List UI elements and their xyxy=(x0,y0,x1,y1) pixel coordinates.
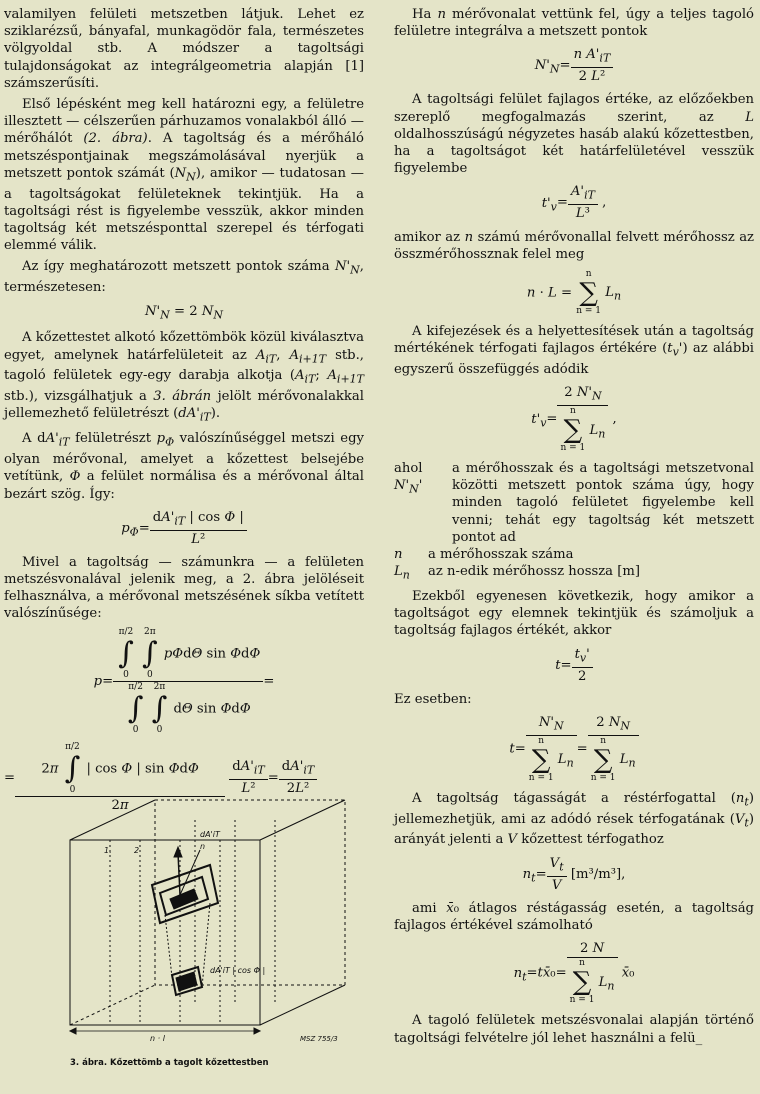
paragraph: Ez esetben: xyxy=(394,691,472,707)
figure-front-face xyxy=(70,840,260,1025)
paragraph: Ha n mérővonalat vettünk fel, úgy a teljes tagoló felületre integrálva a metszett pontok xyxy=(394,7,754,40)
paragraph: ami x̄₀ átlagos réstágasság esetén, a tagoltság fajlagos értékével számolható xyxy=(394,900,754,933)
equation-nt: $n_t=$ $\frac{V_t}{V}$ [m³/m³], xyxy=(522,855,626,893)
paragraph: Ezekből egyenesen következik, hogy amikor a tagoltságot egy elemnek tekintjük és számoljuk a tagoltság fajlagos értékét, akkor xyxy=(394,589,754,639)
equation-nt-sum: $n_t=tx̄_0=$ 2 N n ∑ n = 1 $L_n$ x̄₀ xyxy=(513,941,635,1006)
equation-p-result: = 2π π/2 ∫ 0 | cos Φ | sin ΦdΦ 2π $\frac{dA'_{iT}}{\text{L²}}$ = $\frac{dA'_{iT}}{\text{2L²}}$ xyxy=(4,742,364,814)
figure-label-dA-cos: dA'iT | cos Φ | xyxy=(210,966,266,975)
equation-1: $N'_N = 2$ $N_N$ xyxy=(145,303,223,322)
figure-label-2: 2 xyxy=(134,846,140,855)
equation-p-integral: p= π/2 ∫ 0 2π ∫ 0 pΦdΘ sin ΦdΦ π/2 ∫ 0 2π ∫ 0 dΘ sin ΦdΦ = xyxy=(93,626,275,735)
paragraph: A kőzettestet alkotó kőzettömbök közül kiválasztva egyet, amelynek határfelületeit az $A_{iT}$, $A_{i+1T}$ stb., tagoló felületek egy-egy darabja alkotja ($A_{iT}$; $A_{i+1T}$ stb.), vizsgálhatjuk a 3. ábrán jelölt mérővonalakkal jellemezhető felületrészt $(dA'_{iT})$. xyxy=(4,330,365,425)
equation-t-sum: t= $N'_N$ n ∑ n = 1 $L_n$ = 2 $N_N$ n ∑ n = 1 $L_n$ xyxy=(394,714,754,784)
equation-NN: $N'_N=$ $\frac{n A'_{iT}}{\text{2 L²}}$ xyxy=(394,46,754,85)
paragraph: Az így meghatározott metszett pontok száma $N'_N$, természetesen: xyxy=(4,259,364,296)
paragraph: amikor az n számú mérővonallal felvett mérőhossz az összmérőhossznak felel meg xyxy=(394,229,755,262)
right-column xyxy=(394,6,754,1051)
left-column xyxy=(4,6,364,820)
figure-caption: 3. ábra. Kőzettömb a tagolt kőzettestben xyxy=(70,1058,269,1068)
definition-item: $L_n$ az n-edik mérőhossz hossza [m] xyxy=(394,564,641,582)
definitions-list xyxy=(394,460,754,584)
paragraph: A $dA'_{iT}$ felületrészt $p_\Phi$ valószínűséggel metszi egy olyan mérővonal, amelyet a kőzettest belsejébe vetítünk, Φ a felület normálisa és a mérővonal által bezárt szög. Így: xyxy=(4,431,364,502)
definition-item: ahol $N'_N'$ a mérőhosszak és a tagoltsági metszetvonal közötti metszett pontok száma úgy, hogy minden tagoló felületet figyelembe kell venni; tehát egy tagoltság két metszett pontot ad xyxy=(394,461,754,545)
figure-label-n: n xyxy=(200,842,206,851)
paragraph: Mivel a tagoltság — számunkra — a felületen metszésvonalával jelenik meg, a 2. ábra jelöléseit felhasználva, a mérővonal metszésének síkba vetített valószínűsége: xyxy=(4,554,364,622)
figure-label-nl: n · l xyxy=(150,1034,165,1043)
equation-tv-sum: $t'_v=$ 2 $N'_N$ n ∑ n = 1 $L_n$ , xyxy=(531,385,617,454)
figure-label-1: 1. xyxy=(104,846,112,855)
definition-item: n a mérőhosszak száma xyxy=(394,547,574,563)
paragraph: Első lépésként meg kell határozni egy, a felületre illesztett — célszerűen párhuzamos vonalakból álló — mérőhálót (2. ábra). A tagoltság és a mérőháló metszéspontjainak megszámolásával nyerjük a metszett pontok számát $(N_N)$, amikor — tudatosan — a tagoltságokat felületeknek tekintjük. Ha a tagoltsági rést is figyelembe vesszük, akkor minden tagoltság két metszésponttal szerepel és térfogati elemmé válik. xyxy=(4,97,364,254)
paragraph: valamilyen felületi metszetben látjuk. Lehet ez sziklarézsű, bányafal, munkagödör fala, természetes völgyoldal stb. A módszer a tagoltsági tulajdonságokat az integrálgeometria alapján [1] számszerűsíti. xyxy=(4,7,364,91)
equation-p-phi: $p_\Phi=$ $\frac{dA'_{iT} | \cos \Phi |}{\text{L²}}$ xyxy=(4,509,364,548)
paragraph: A tagoltság tágasságát a réstérfogattal $(n_t)$ jellemezhetjük, ami az adódó rések térfogatának $(V_t)$ arányát jelenti a V kőzettest térfogathoz xyxy=(394,790,754,848)
rock-block-figure xyxy=(60,795,350,1045)
paragraph: A tagoltsági felület fajlagos értéke, az előzőekben szereplő megfogalmazás szerint, az L oldalhosszúságú négyzetes hasáb alakú kőzettestben, ha a tagoltságot két határfelületével vesszük figyelembe xyxy=(394,92,754,177)
equation-tv: $t'_v=$ $\frac{A'_{iT}}{\text{L³}}$ , xyxy=(541,184,607,222)
equation-nL: n · L = n ∑ n = 1 $L_n$ xyxy=(526,268,622,316)
paragraph: A kifejezések és a helyettesítések után a tagoltság mértékének térfogati fajlagos értékére $(t_v')$ az alábbi egyszerű összefüggés adódik xyxy=(394,323,754,377)
equation-t: t= $\frac{t_v'}{2}$ xyxy=(394,646,754,685)
figure-back-face xyxy=(155,800,345,985)
figure-label-dA: dA'iT xyxy=(200,830,220,839)
figure-label-code: MSZ 755/3 xyxy=(300,1035,338,1043)
paragraph: A tagoló felületek metszésvonalai alapján történő tagoltsági felvételre jól lehet használni a felü_ xyxy=(394,1013,754,1046)
